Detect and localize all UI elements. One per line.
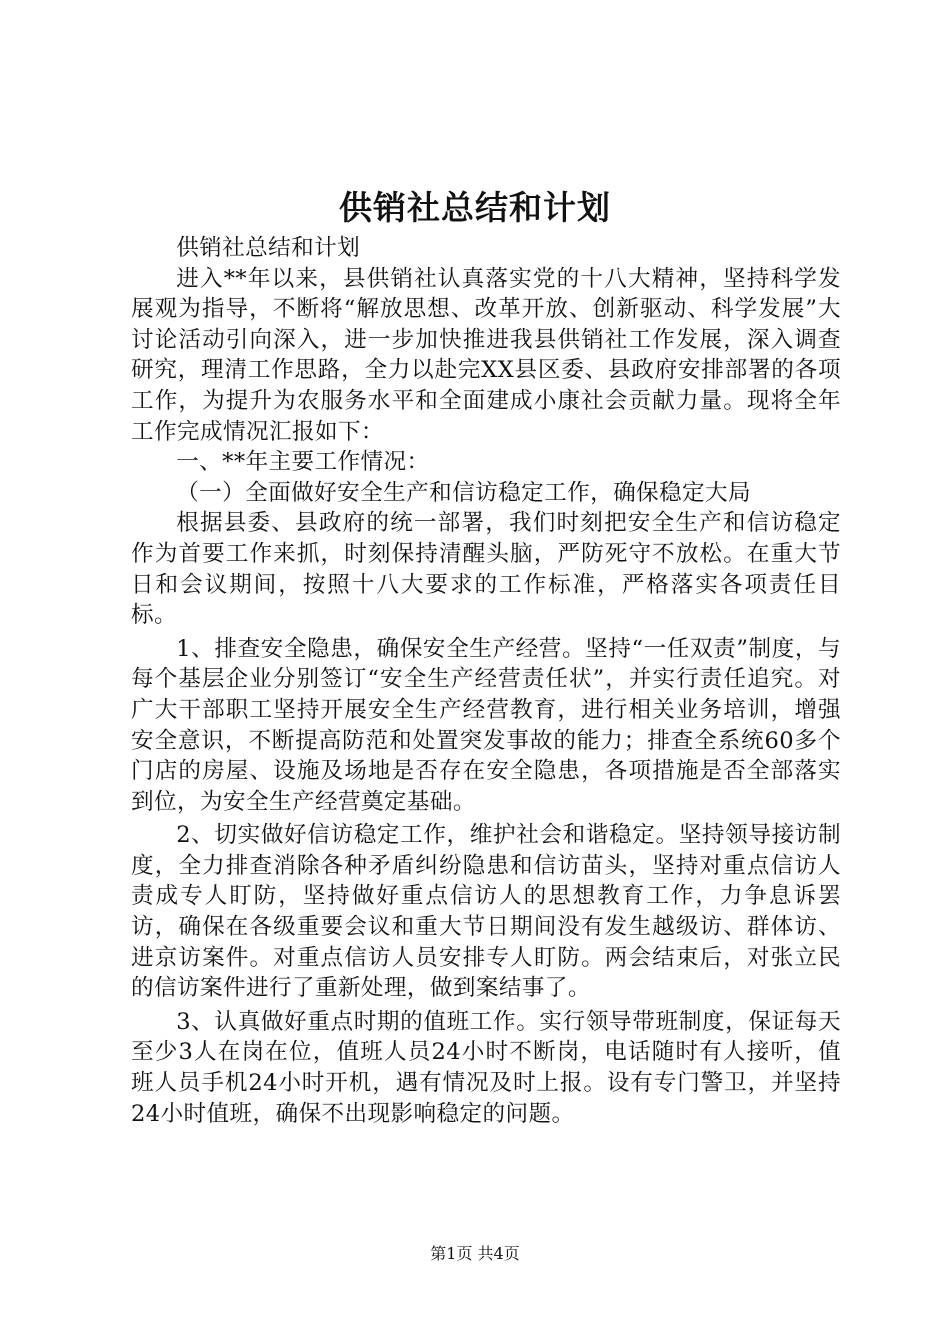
page-number-footer: 第1页 共4页: [430, 1244, 520, 1263]
subsection-heading: （一）全面做好安全生产和信访稳定工作，确保稳定大局: [176, 479, 752, 506]
section-heading: 一、**年主要工作情况：: [176, 449, 430, 476]
body-paragraph: 根据县委、县政府的统一部署，我们时刻把安全生产和信访稳定作为首要工作来抓，时刻保持清醒头脑，严防死守不放松。在重大节日和会议期间，按照十八大要求的工作标准，严格落实各项责任目标。: [131, 510, 841, 629]
list-item-3: 3、认真做好重点时期的值班工作。实行领导带班制度，保证每天至少3人在岗在位，值班人员24小时不断岗，电话随时有人接听，值班人员手机24小时开机，遇有情况及时上报。设有专门警卫，并坚持24小时值班，确保不出现影响稳定的问题。: [131, 1008, 841, 1127]
document-title: 供销社总结和计划: [339, 188, 611, 227]
intro-paragraph: 进入**年以来，县供销社认真落实党的十八大精神，坚持科学发展观为指导，不断将“解放思想、改革开放、创新驱动、科学发展”大讨论活动引向深入，进一步加快推进我县供销社工作发展，深入调查研究，理清工作思路，全力以赴完XX县区委、县政府安排部署的各项工作，为提升为农服务水平和全面建成小康社会贡献力量。现将全年工作完成情况汇报如下：: [131, 265, 841, 445]
list-item-2: 2、切实做好信访稳定工作，维护社会和谐稳定。坚持领导接访制度，全力排查消除各种矛盾纠纷隐患和信访苗头，坚持对重点信访人责成专人盯防，坚持做好重点信访人的思想教育工作，力争息诉罢访，确保在各级重要会议和重大节日期间没有发生越级访、群体访、进京访案件。对重点信访人员安排专人盯防。两会结束后，对张立民的信访案件进行了重新处理，做到案结事了。: [131, 822, 841, 1002]
subtitle-paragraph: 供销社总结和计划: [176, 235, 361, 261]
list-item-1: 1、排查安全隐患，确保安全生产经营。坚持“一任双责”制度，与每个基层企业分别签订“安全生产经营责任状”，并实行责任追究。对广大干部职工坚持开展安全生产经营教育，进行相关业务培训，增强安全意识，不断提高防范和处置突发事故的能力；排查全系统60多个门店的房屋、设施及场地是否存在安全隐患，各项措施是否全部落实到位，为安全生产经营奠定基础。: [131, 635, 841, 815]
document-body: [131, 233, 841, 1129]
